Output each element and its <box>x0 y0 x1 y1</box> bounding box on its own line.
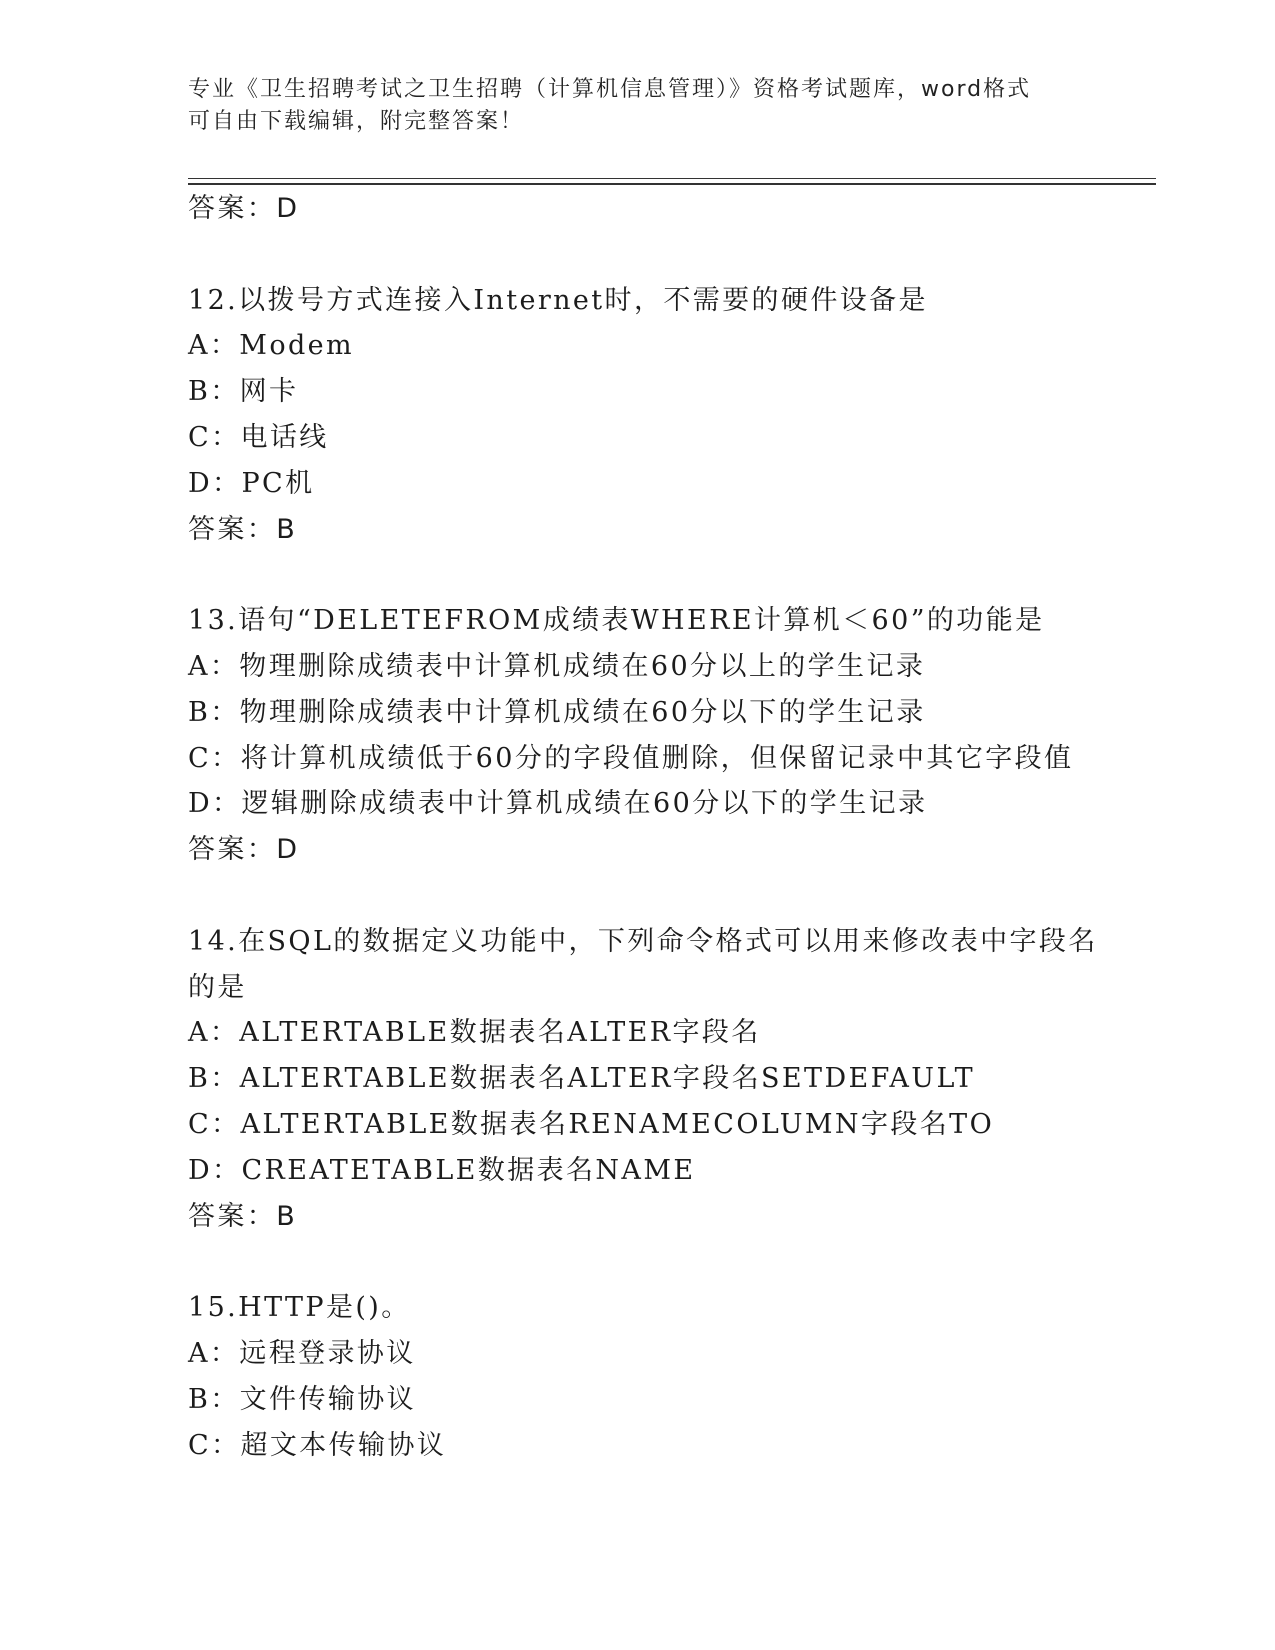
spacer <box>188 873 1168 919</box>
option-a: A：Modem <box>188 330 355 362</box>
question-list <box>188 186 1168 1468</box>
answer-line: 答案：B <box>188 1200 298 1232</box>
question-stem: 12.以拨号方式连接入Internet时，不需要的硬件设备是 <box>188 284 928 316</box>
answer-line: 答案：D <box>188 193 300 224</box>
option-b: B：物理删除成绩表中计算机成绩在60分以下的学生记录 <box>188 696 926 728</box>
option-c: C：ALTERTABLE数据表名RENAMECOLUMN字段名TO <box>188 1108 995 1140</box>
header-line-1: 专业《卫生招聘考试之卫生招聘（计算机信息管理）》资格考试题库，word格式 <box>188 77 1032 102</box>
option-c: C：超文本传输协议 <box>188 1429 447 1461</box>
question-stem-line-1: 14.在SQL的数据定义功能中，下列命令格式可以用来修改表中字段名 <box>188 925 1098 957</box>
option-b: B：文件传输协议 <box>188 1383 417 1415</box>
question-14 <box>188 919 1168 1240</box>
question-stem: 13.语句“DELETEFROM成绩表WHERE计算机＜60”的功能是 <box>188 605 1045 637</box>
option-c: C：电话线 <box>188 421 329 453</box>
spacer <box>188 232 1168 278</box>
option-c: C：将计算机成绩低于60分的字段值删除，但保留记录中其它字段值 <box>188 742 1074 774</box>
answer-line: 答案：D <box>188 834 300 866</box>
header-divider-thick <box>188 183 1156 185</box>
spacer <box>188 1239 1168 1285</box>
option-a: A：ALTERTABLE数据表名ALTER字段名 <box>188 1017 761 1049</box>
option-d: D：逻辑删除成绩表中计算机成绩在60分以下的学生记录 <box>188 788 928 820</box>
header-line-2: 可自由下载编辑，附完整答案！ <box>188 109 525 134</box>
question-15 <box>188 1285 1168 1468</box>
option-d: D：PC机 <box>188 467 315 499</box>
question-stem: 15.HTTP是()。 <box>188 1292 411 1324</box>
spacer <box>188 552 1168 598</box>
question-stem-line-2: 的是 <box>188 971 247 1003</box>
question-13 <box>188 598 1168 873</box>
header-divider-thin <box>188 178 1156 179</box>
page-header <box>188 74 1088 138</box>
option-b: B：网卡 <box>188 376 299 408</box>
previous-answer-block <box>188 186 1168 232</box>
answer-line: 答案：B <box>188 513 298 545</box>
option-b: B：ALTERTABLE数据表名ALTER字段名SETDEFAULT <box>188 1063 975 1095</box>
option-a: A：远程登录协议 <box>188 1337 416 1369</box>
option-a: A：物理删除成绩表中计算机成绩在60分以上的学生记录 <box>188 650 926 682</box>
question-12 <box>188 278 1168 553</box>
option-d: D：CREATETABLE数据表名NAME <box>188 1154 696 1186</box>
